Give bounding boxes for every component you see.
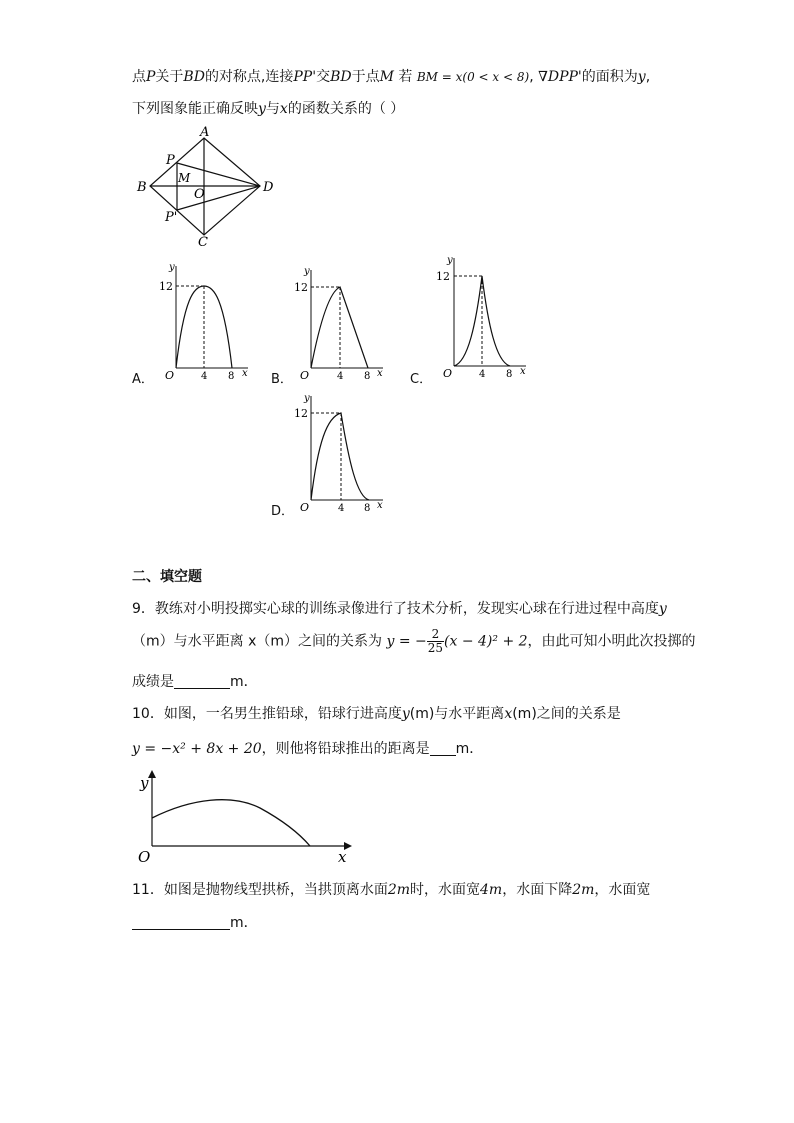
y-axis-label: y [447, 255, 453, 266]
x-tick-8: 8 [364, 503, 371, 514]
q8-var-y: y [258, 101, 266, 117]
q9-line-2 [132, 628, 696, 655]
q9-fraction [427, 628, 444, 655]
q8-var-y: y [637, 69, 646, 85]
q9-text: m． [230, 674, 258, 690]
q10-text: (m)之间的关系是 [512, 706, 621, 722]
option-c-letter: C． [410, 372, 433, 387]
q9-line-3 [132, 671, 258, 691]
x-axis-label: x [520, 366, 526, 377]
y-tick-12: 12 [294, 407, 308, 420]
q11-value: 4m [480, 882, 503, 898]
q8-var-bd: BD [330, 69, 352, 85]
q11-value: 2m [572, 882, 595, 898]
q11-text: m． [230, 915, 258, 931]
q8-text: , [645, 69, 651, 85]
q10-text: 10．如图，一名男生推铅球，铅球行进高度 [132, 706, 402, 722]
q11-line-1 [132, 879, 650, 899]
q8-text: 交 [316, 69, 331, 85]
x-tick-8: 8 [364, 371, 371, 382]
q10-var-x: x [504, 706, 513, 722]
label-d: D [263, 180, 274, 195]
q11-line-2 [132, 912, 258, 932]
q8-bm-expression: BM = x(0 < x < 8) [416, 70, 530, 84]
q8-text: 于点 [351, 69, 380, 85]
y-tick-12: 12 [294, 281, 308, 294]
q9-answer-blank[interactable] [174, 674, 230, 689]
q8-text: 点 [132, 69, 146, 85]
rhombus-figure [132, 122, 282, 247]
x-tick-4: 4 [338, 503, 345, 514]
q9-fraction-num: 2 [427, 628, 444, 642]
origin-label: O [300, 501, 310, 514]
label-b: B [137, 180, 147, 195]
x-axis-label: x [377, 500, 383, 511]
fig-x-label: x [338, 848, 347, 866]
q8-text: , [529, 69, 534, 85]
y-axis-arrow-icon [148, 770, 156, 778]
x-axis-label: x [242, 368, 248, 379]
x-tick-4: 4 [201, 371, 208, 382]
q8-text: 若 [398, 69, 413, 85]
q8-line-2 [132, 98, 404, 118]
q8-var-m: M [379, 69, 394, 85]
q9-text: 9．教练对小明投掷实心球的训练录像进行了技术分析，发现实心球在行进过程中高度 [132, 601, 659, 617]
x-tick-4: 4 [337, 371, 344, 382]
q10-var-y: y [401, 706, 410, 722]
label-o: O [194, 187, 205, 202]
option-b-graph [291, 266, 391, 383]
q9-text: （m）与水平距离 x（m）之间的关系为 [132, 633, 383, 650]
q8-text: 下列图象能正确反映 [132, 101, 258, 117]
q9-text: 成绩是 [132, 674, 174, 690]
label-p-prime: P' [165, 210, 178, 225]
option-b-letter: B． [271, 372, 293, 387]
q8-text: 的对称点,连接 [204, 69, 294, 85]
q8-var-p: P [146, 69, 156, 85]
q9-equation-rhs: (x − 4)² + 2 [444, 633, 528, 650]
y-axis-label: y [169, 262, 175, 273]
x-tick-8: 8 [228, 371, 235, 382]
q8-var-bd: BD [183, 69, 205, 85]
q8-text: 的函数关系的（ ） [287, 101, 405, 117]
option-a-graph [156, 258, 256, 383]
q8-triangle-expression: ∇DPP' [538, 69, 582, 85]
option-c-graph [432, 254, 532, 379]
q10-answer-blank[interactable] [430, 741, 456, 756]
y-axis-label: y [304, 266, 310, 277]
option-a-letter: A． [132, 372, 154, 387]
q10-text: (m)与水平距离 [409, 706, 505, 722]
y-tick-12: 12 [436, 270, 450, 283]
fig-origin-label: O [138, 848, 151, 866]
origin-label: O [443, 367, 453, 379]
q9-var-y: y [658, 601, 667, 617]
q11-text: 时，水面宽 [410, 882, 481, 898]
y-axis-label: y [304, 393, 310, 404]
label-m: M [178, 171, 191, 185]
q10-equation: y = −x² + 8x + 20 [132, 741, 262, 757]
q11-value: 2m [387, 882, 411, 898]
q11-text: ，水面下降 [502, 882, 573, 898]
x-tick-4: 4 [479, 369, 486, 379]
origin-label: O [165, 369, 175, 382]
label-p: P [166, 153, 175, 168]
q8-text: 与 [265, 101, 280, 117]
option-d-letter: D． [271, 504, 295, 519]
q9-line-1 [132, 598, 667, 618]
option-d-graph [291, 392, 391, 517]
label-c: C [198, 235, 208, 247]
x-tick-8: 8 [506, 369, 513, 379]
q9-equation-lhs: y = − [386, 633, 427, 650]
q8-var-x: x [279, 101, 288, 117]
q10-line-2 [132, 738, 483, 758]
origin-label: O [300, 369, 310, 382]
q8-var-pp: PP' [293, 69, 317, 85]
x-axis-label: x [377, 368, 383, 379]
label-a: A [200, 125, 210, 140]
q9-text: ，由此可知小明此次投掷的 [527, 633, 696, 650]
shot-put-figure [132, 770, 357, 866]
fig-y-label: y [140, 774, 149, 792]
q11-text: ，水面宽 [594, 882, 651, 898]
q8-text: 关于 [155, 69, 184, 85]
q9-fraction-den: 25 [427, 641, 444, 655]
section-heading: 二、填空题 [132, 569, 202, 585]
q8-line-1 [132, 66, 650, 86]
q11-answer-blank[interactable] [132, 915, 230, 930]
y-tick-12: 12 [159, 280, 173, 293]
q10-text: m． [455, 741, 484, 757]
q8-text: 的面积为 [581, 69, 638, 85]
q10-line-1 [132, 703, 621, 723]
q11-text: 11．如图是抛物线型拱桥，当拱顶离水面 [132, 882, 388, 898]
q10-text: ，则他将铅球推出的距离是 [261, 741, 430, 757]
